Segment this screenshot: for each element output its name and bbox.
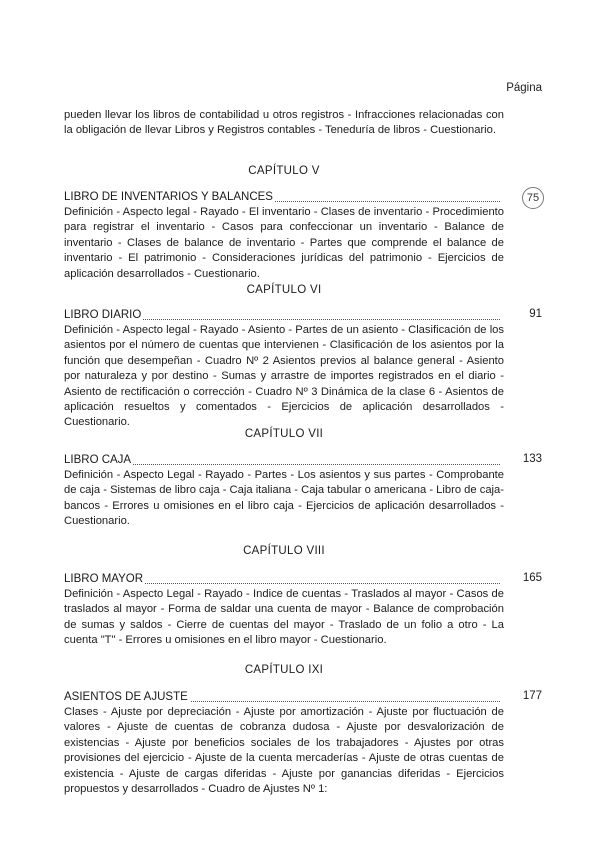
chapter-entry [64,453,504,530]
page-number: 165 [522,572,542,584]
chapter-entry [64,690,504,797]
intro-block [64,108,504,139]
page-number: 133 [522,453,542,465]
chapter-heading: CAPÍTULO VIII [243,545,325,557]
page-column-label: Página [506,82,542,94]
entry-title: LIBRO MAYOR [64,573,144,585]
entry-title: ASIENTOS DE AJUSTE [64,691,188,703]
entry-description: Definición - Aspecto Legal - Rayado - Indice de cuentas - Traslados al mayor - Casos de traslados al mayor - Forma de saldar una cuenta de mayor - Balance de comprobación de sumas y saldos - Cierre de cuentas del mayor - Traslado de un folio a otro - La cuenta "T" - Errores u omisiones en el libro mayor - Cuestionario. [64,588,504,647]
entry-title-line [64,190,500,205]
entry-title: LIBRO DE INVENTARIOS Y BALANCES [64,191,273,203]
entry-title: LIBRO CAJA [64,454,132,466]
chapter-heading: CAPÍTULO IXI [244,664,324,676]
entry-description: Clases - Ajuste por depreciación - Ajuste por amortización - Ajuste por fluctuación de valores - Ajuste de cuentas de cobranza dudosa - Ajuste por desvalorización de existencias - Ajuste por beneficios sociales de los trabajadores - Ajustes por otras provisiones del ejercicio - Ajuste de la cuenta mercaderías - Ajuste de otras cuentas de existencia - Ajuste de cargas diferidas - Ajuste por ganancias diferidas - Ejercicios propuestos y desarrollados - Cuadro de Ajustes Nº 1: [64,706,504,796]
chapter-entry [64,190,504,282]
page-number-circled: 75 [522,187,544,209]
entry-description: Definición - Aspecto legal - Rayado - Asiento - Partes de un asiento - Clasificación de los asientos por el número de cuentas que intervienen - Clasificación de los asientos por la función que desempeñan - Cuadro Nº 2 Asientos previos al balance general - Asiento por naturaleza y por destino - Sumas y arrastre de importes registrados en el diario - Asiento de rectificación o corrección - Cuadro Nº 3 Dinámica de la clase 6 - Asientos de aplicación resueltos y comentados - Ejercicios de aplicación desarrollados - Cuestionario. [64,324,504,429]
chapter-heading: CAPÍTULO V [248,165,320,177]
entry-title-line [64,453,500,468]
chapter-entry [64,308,504,431]
entry-description: Definición - Aspecto legal - Rayado - El inventario - Clases de inventario - Procedimiento para registrar el inventario - Casos para confeccionar un inventario - Balance de inventario - Clases de balance de inventario - Partes que comprende el balance de inventario - El patrimonio - Consideraciones jurídicas del patrimonio - Ejercicios de aplicación desarrollados - Cuestionario. [64,206,504,280]
chapter-heading: CAPÍTULO VI [246,284,322,296]
entry-title-line [64,308,500,323]
entry-title-line [64,572,500,587]
entry-description: Definición - Aspecto Legal - Rayado - Partes - Los asientos y sus partes - Comprobante de caja - Sistemas de libro caja - Caja italiana - Caja tabular o americana - Libro de caja-bancos - Errores u omisiones en el libro caja - Ejercicios de aplicación desarrollados - Cuestionario. [64,469,504,528]
entry-title-line [64,690,500,705]
chapter-heading: CAPÍTULO VII [244,428,324,440]
entry-title: LIBRO DIARIO [64,309,142,321]
intro-text: pueden llevar los libros de contabilidad u otros registros - Infracciones relacionadas con la obligación de llevar Libros y Registros contables - Teneduría de libros - Cuestionario. [64,109,504,137]
page-number: 177 [522,690,542,702]
chapter-entry [64,572,504,649]
page-number: 91 [529,308,542,320]
